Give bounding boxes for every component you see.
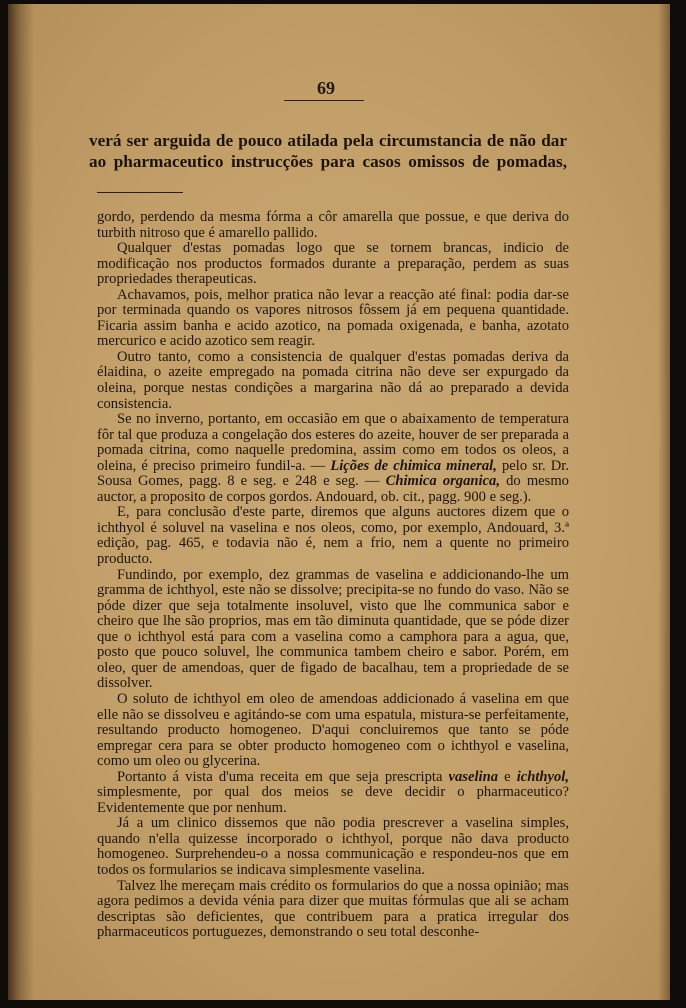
citation-title: Lições de chimica mineral, <box>330 457 497 474</box>
citation-title: Chimica organica, <box>385 473 500 490</box>
paragraph-with-emphasis <box>97 770 569 817</box>
emphasis: vaselina <box>448 768 498 785</box>
emphasis: ichthyol, <box>516 768 569 785</box>
bleed-through-heading <box>89 130 567 172</box>
text-run: Se no inverno, portanto, em occasião em que o abaixamento de temperatura fôr tal que produza a congelação dos esteres do azeite, houver de ser preparada a pomada citrina, como naquelle predomina, assim como em todos os oleos, a oleina, é preciso primeiro fundil-a. — <box>97 411 569 474</box>
paragraph: gordo, perdendo da mesma fórma a côr amarella que possue, e que deriva do turbith nitroso que é amarello pallido. <box>97 209 569 241</box>
page-number-rule <box>284 100 364 101</box>
book-page <box>8 4 670 1000</box>
paragraph-with-citations <box>97 412 569 505</box>
intro-line-2: ao pharmaceutico instrucções para casos omissos de pomadas, <box>89 152 567 171</box>
paragraph: E, para conclusão d'este parte, diremos que alguns auctores dizem que o ichthyol é soluvel na vaselina e nos oleos, como, por exemplo, Andouard, 3.ª edição, pag. 465, e todavia não é, nem a frio, nem a quente no primeiro producto. <box>97 504 569 568</box>
paragraph: Achavamos, pois, melhor pratica não levar a reacção até final: podia dar-se por terminada quando os vapores nitrosos fôssem já em pequena quantidade. Ficaria assim banha e acido azotico, na pomada oxigenada, e banha, azotato mercurico e acido azotico sem reagir. <box>97 286 569 350</box>
page-number: 69 <box>317 78 335 98</box>
paragraph: Fundindo, por exemplo, dez grammas de vaselina e addicionando-lhe um gramma de ichthyol, este não se dissolve; precipita-se no fundo do vaso. Não se póde dizer que seja totalmente insoluvel, visto que lhe communica sabor e cheiro que lhe são proprios, mas em tão diminuta quantidade, que se póde dizer que o ichthyol está para com a vaselina como a camphora para a agua, que, posto que pouco soluvel, lhe communica tambem cheiro e sabor. Porém, em oleo, quer de amendoas, quer de figado de bacalhau, tem a propriedade de se dissolver. <box>97 566 569 692</box>
section-rule <box>97 192 183 193</box>
paragraph: O soluto de ichthyol em oleo de amendoas addicionado á vaselina em que elle não se dissolveu e agitándo-se com uma espatula, mistura-se perfeitamente, resultando producto homogeneo. D'aqui concluiremos que tanto se póde empregar cera para se obter producto homogeneo com o ichthyol e vaselina, como um oleo ou glycerina. <box>97 690 569 770</box>
text-run: pelo sr. Dr. Sousa Gomes, pagg. 8 e seg. e 248 e seg. — <box>97 457 569 490</box>
intro-line-1: verá ser arguida de pouco atilada pela circumstancia de não dar <box>89 131 567 150</box>
text-run: do mesmo auctor, a proposito de corpos gordos. Andouard, ob. cit., pagg. 900 e seg.). <box>97 473 569 505</box>
paragraph: Já a um clinico dissemos que não podia prescrever a vaselina simples, quando n'ella quizesse incorporado o ichthyol, porque não dava producto homogeneo. Surprehendeu-o a nossa communicação e respondeu-nos que em todos os formularios se indicava simplesmente vaselina. <box>97 815 569 878</box>
paragraph: Talvez lhe mereçam mais crédito os formularios do que a nossa opinião; mas agora pedimos a devida vénia para dizer que muitas fórmulas que ali se acham descriptas são deficientes, que contribuem para a pratica irregular dos pharmaceuticos portuguezes, demonstrando o seu total desconhe- <box>97 877 569 941</box>
text-run: simplesmente, por qual dos meios se deve decidir o pharmaceutico? Evidentemente que por nenhum. <box>97 784 569 816</box>
paragraph: Qualquer d'estas pomadas logo que se tornem brancas, indicio de modificação nos productos formados durante a preparação, perdem as suas propriedades therapeuticas. <box>97 240 569 288</box>
text-run: Portanto á vista d'uma receita em que seja prescripta <box>117 768 449 785</box>
text-run: e <box>498 768 517 785</box>
body-text <box>97 210 569 941</box>
paragraph: Outro tanto, como a consistencia de qualquer d'estas pomadas deriva da élaidina, o azeite empregado na pomada citrina não deve ser expurgado da oleina, porque nestas condições a margarina não dá ao preparado a devida consistencia. <box>97 348 569 412</box>
